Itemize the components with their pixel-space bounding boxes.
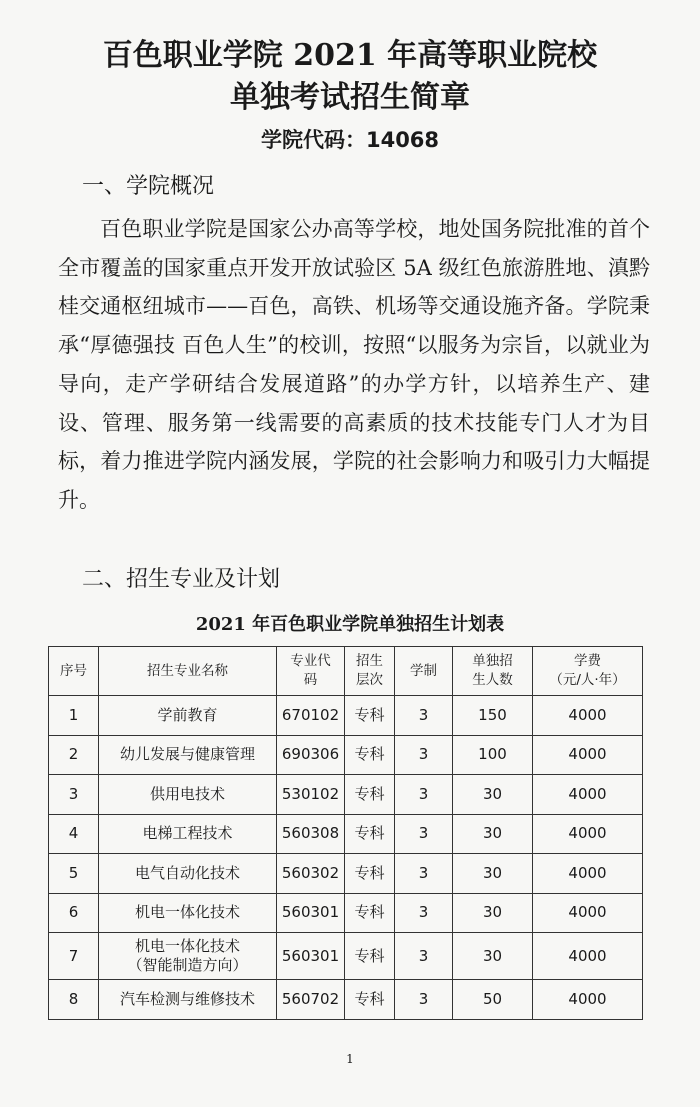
table-row [49, 775, 643, 815]
header-fee-line1: 学费 [574, 653, 601, 669]
cell-no: 8 [49, 980, 99, 1020]
cell-major-line2: （智能制造方向） [127, 956, 248, 974]
cell-no: 3 [49, 775, 99, 815]
cell-years: 3 [395, 814, 453, 854]
cell-quota: 30 [453, 854, 533, 894]
cell-no: 1 [49, 696, 99, 736]
cell-major: 学前教育 [99, 696, 277, 736]
table-row [49, 814, 643, 854]
cell-code: 670102 [277, 696, 345, 736]
cell-years: 3 [395, 735, 453, 775]
cell-code: 560301 [277, 933, 345, 980]
cell-major: 机电一体化技术 [99, 893, 277, 933]
cell-code: 560702 [277, 980, 345, 1020]
cell-quota: 30 [453, 893, 533, 933]
cell-major: 供用电技术 [99, 775, 277, 815]
cell-years: 3 [395, 775, 453, 815]
cell-major [99, 933, 277, 980]
cell-fee: 4000 [533, 814, 643, 854]
cell-years: 3 [395, 854, 453, 894]
cell-level: 专科 [345, 893, 395, 933]
document-title-line1: 百色职业学院 2021 年高等职业院校 [102, 38, 598, 73]
cell-years: 3 [395, 933, 453, 980]
header-level-line1: 招生 [356, 653, 383, 669]
header-code-line2: 码 [303, 672, 318, 688]
cell-years: 3 [395, 980, 453, 1020]
table-row [49, 696, 643, 736]
section-heading-majors: 二、招生专业及计划 [82, 567, 281, 592]
cell-level: 专科 [345, 775, 395, 815]
cell-level: 专科 [345, 814, 395, 854]
header-quota [453, 647, 533, 696]
table-row [49, 735, 643, 775]
cell-fee: 4000 [533, 980, 643, 1020]
cell-quota: 30 [453, 933, 533, 980]
table-row [49, 980, 643, 1020]
cell-no: 2 [49, 735, 99, 775]
cell-major: 电气自动化技术 [99, 854, 277, 894]
header-level [345, 647, 395, 696]
cell-fee: 4000 [533, 854, 643, 894]
cell-fee: 4000 [533, 933, 643, 980]
cell-years: 3 [395, 893, 453, 933]
header-code-line1: 专业代 [290, 653, 331, 669]
cell-no: 6 [49, 893, 99, 933]
cell-quota: 30 [453, 814, 533, 854]
cell-major-line1: 机电一体化技术 [134, 937, 240, 955]
cell-no: 5 [49, 854, 99, 894]
header-no: 序号 [49, 647, 99, 696]
cell-fee: 4000 [533, 775, 643, 815]
cell-fee: 4000 [533, 735, 643, 775]
cell-fee: 4000 [533, 893, 643, 933]
cell-major: 幼儿发展与健康管理 [99, 735, 277, 775]
section-heading-overview: 一、学院概况 [82, 174, 215, 199]
header-years: 学制 [395, 647, 453, 696]
page-number: 1 [346, 1052, 354, 1066]
cell-quota: 150 [453, 696, 533, 736]
table-row [49, 933, 643, 980]
cell-years: 3 [395, 696, 453, 736]
header-fee [533, 647, 643, 696]
overview-paragraph: 百色职业学院是国家公办高等学校，地处国务院批准的首个全市覆盖的国家重点开发开放试验区 5A 级红色旅游胜地、滇黔桂交通枢纽城市——百色，高铁、机场等交通设施齐备。学院秉承“厚德强技 百色人生”的校训，按照“以服务为宗旨，以就业为导向，走产学研结合发展道路”的办学方针，以培养生产、建设、管理、服务第一线需要的高素质的技术技能专门人才为目标，着力推进学院内涵发展，学院的社会影响力和吸引力大幅提升。 [58, 217, 650, 512]
header-code [277, 647, 345, 696]
cell-level: 专科 [345, 735, 395, 775]
cell-quota: 30 [453, 775, 533, 815]
cell-level: 专科 [345, 696, 395, 736]
header-fee-line2: （元/人·年） [549, 672, 626, 688]
table-row [49, 893, 643, 933]
cell-major: 汽车检测与维修技术 [99, 980, 277, 1020]
table-title: 2021 年百色职业学院单独招生计划表 [195, 614, 505, 635]
table-header-row [49, 647, 643, 696]
cell-major: 电梯工程技术 [99, 814, 277, 854]
cell-code: 530102 [277, 775, 345, 815]
cell-no: 7 [49, 933, 99, 980]
college-code: 学院代码：14068 [260, 128, 440, 152]
cell-code: 560302 [277, 854, 345, 894]
cell-code: 560308 [277, 814, 345, 854]
header-quota-line1: 单独招 [472, 653, 513, 669]
cell-code: 560301 [277, 893, 345, 933]
cell-level: 专科 [345, 933, 395, 980]
cell-code: 690306 [277, 735, 345, 775]
header-quota-line2: 生人数 [472, 672, 513, 688]
cell-quota: 50 [453, 980, 533, 1020]
table-row [49, 854, 643, 894]
cell-level: 专科 [345, 980, 395, 1020]
header-level-line2: 层次 [356, 672, 383, 688]
header-major: 招生专业名称 [99, 647, 277, 696]
cell-level: 专科 [345, 854, 395, 894]
cell-no: 4 [49, 814, 99, 854]
cell-fee: 4000 [533, 696, 643, 736]
document-title-line2: 单独考试招生简章 [230, 80, 470, 115]
enrollment-plan-table [48, 646, 643, 1020]
cell-quota: 100 [453, 735, 533, 775]
